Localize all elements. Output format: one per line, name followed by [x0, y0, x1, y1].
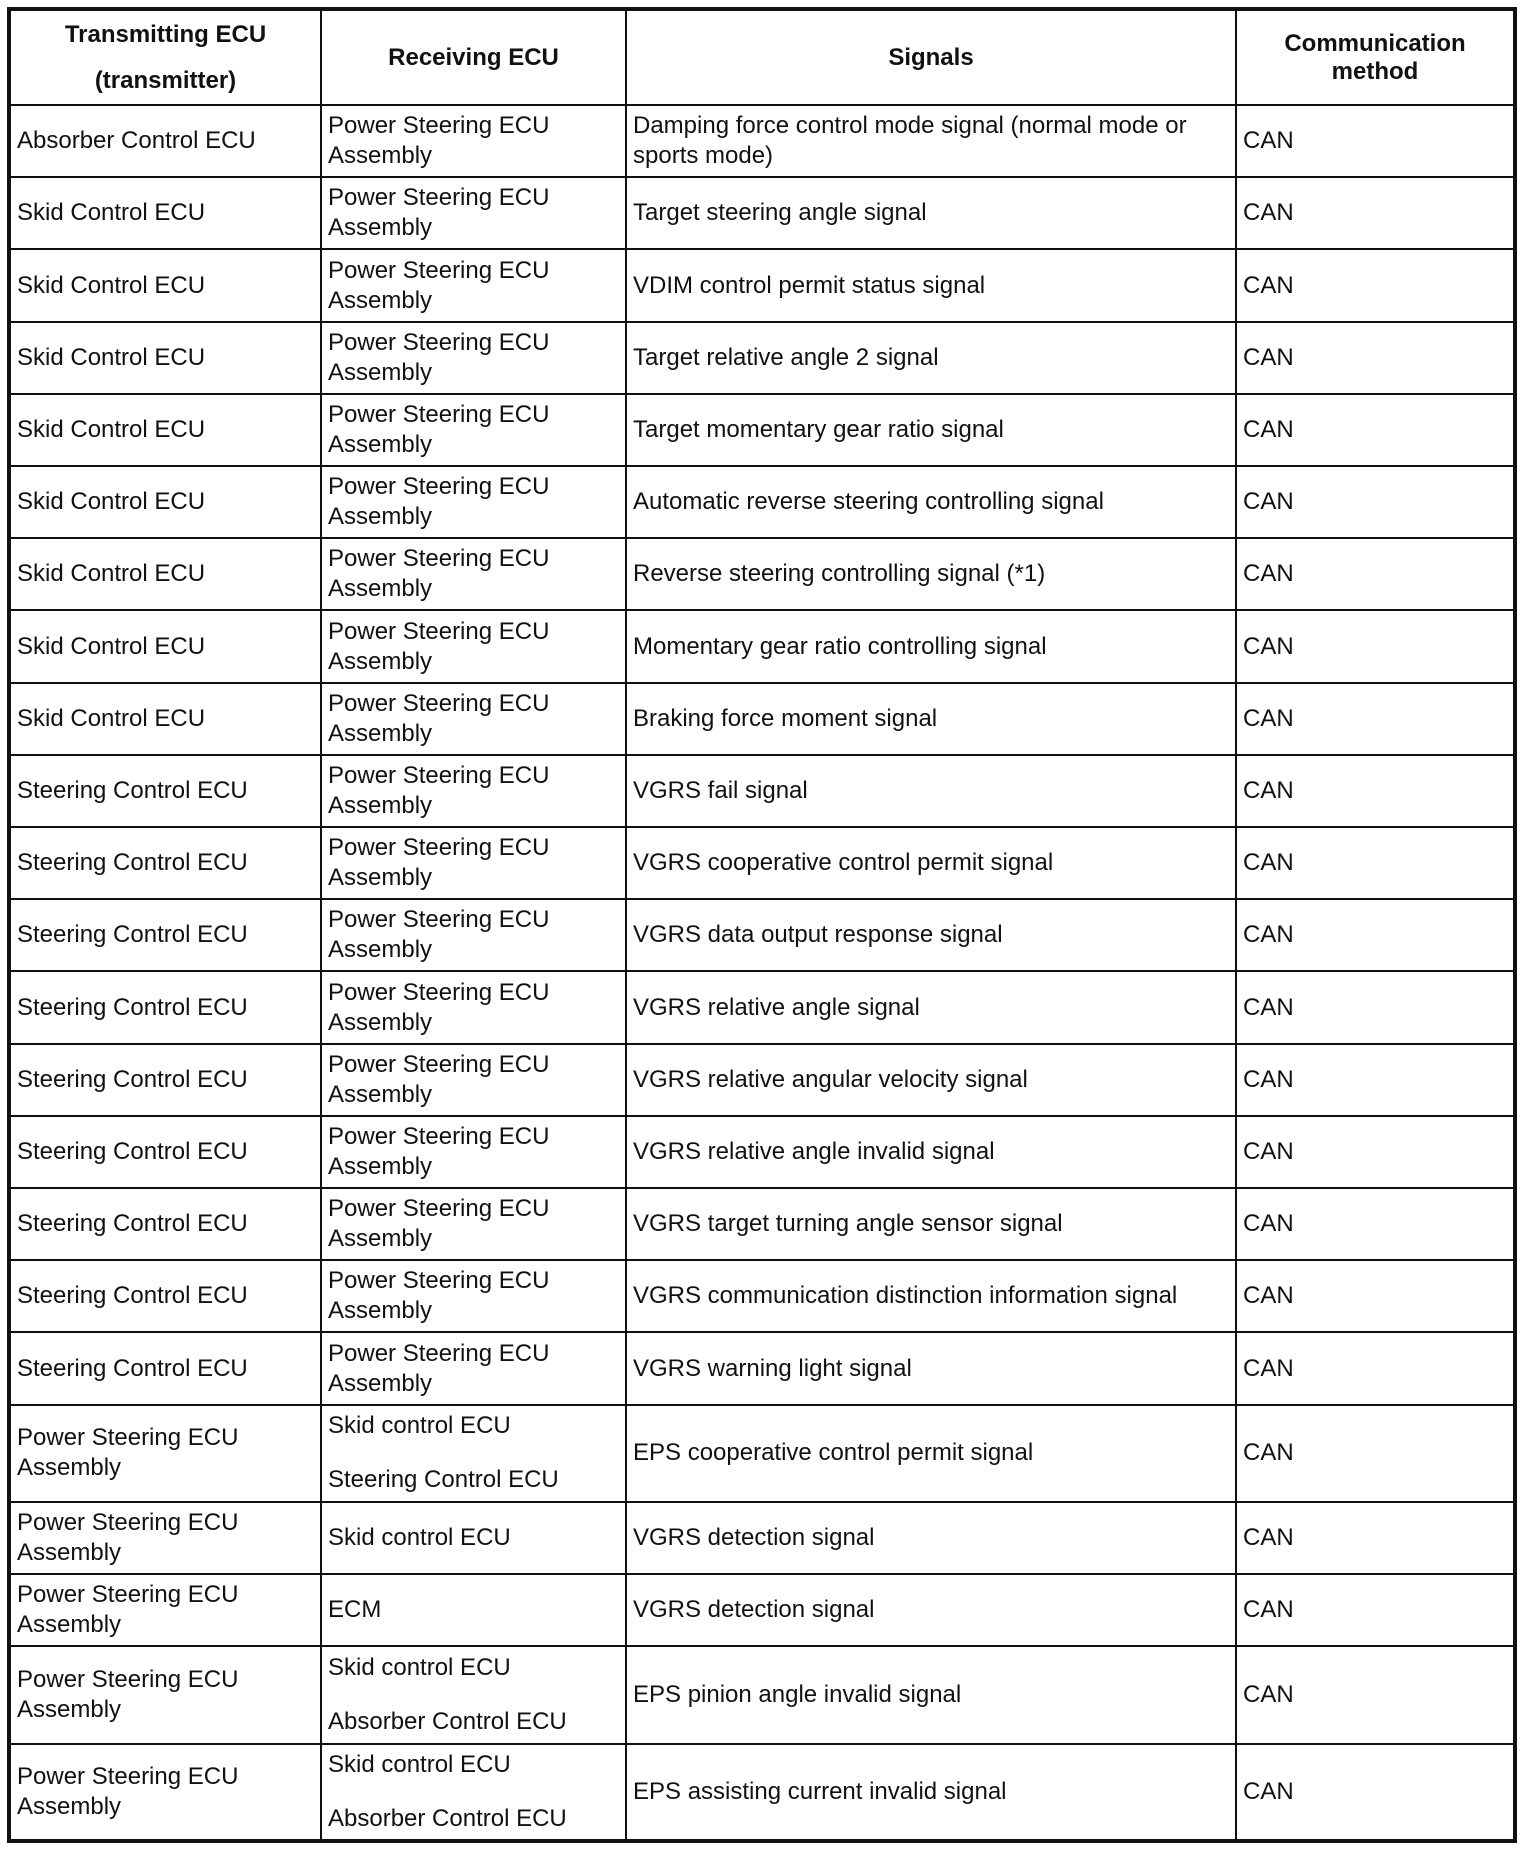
header-communication-method [1236, 9, 1515, 105]
cell-communication-method: CAN [1236, 1116, 1515, 1188]
cell-receiving-ecu [321, 249, 626, 321]
cell-signal-line: EPS pinion angle invalid signal [633, 1680, 962, 1708]
cell-transmitting-ecu [9, 322, 321, 394]
cell-transmitting-ecu [9, 1744, 321, 1841]
cell-receiving-ecu-line: Power Steering ECU [328, 1339, 550, 1367]
cell-signal-line: VGRS data output response signal [633, 921, 1003, 949]
cell-signal [626, 177, 1236, 249]
cell-receiving-ecu [321, 1044, 626, 1116]
ecu-communication-table [7, 7, 1517, 1843]
cell-transmitting-ecu [9, 1502, 321, 1574]
cell-receiving-ecu [321, 177, 626, 249]
cell-receiving-ecu-line: Power Steering ECU [328, 400, 550, 428]
cell-signal-line: sports mode) [633, 142, 774, 170]
cell-transmitting-ecu-line: Steering Control ECU [17, 1137, 248, 1165]
cell-transmitting-ecu [9, 1646, 321, 1743]
cell-signal [626, 1574, 1236, 1646]
cell-communication-method: CAN [1236, 827, 1515, 899]
table-row [9, 1502, 1515, 1574]
cell-receiving-ecu [321, 1116, 626, 1188]
cell-signal-line: VGRS fail signal [633, 776, 808, 804]
cell-signal [626, 1044, 1236, 1116]
cell-signal-line: Braking force moment signal [633, 704, 938, 732]
cell-receiving-ecu-line: Power Steering ECU [328, 761, 550, 789]
table-row [9, 105, 1515, 177]
table-row [9, 1188, 1515, 1260]
cell-transmitting-ecu-line: Power Steering ECU [17, 1665, 239, 1693]
cell-receiving-ecu-line: Assembly [328, 719, 433, 747]
cell-transmitting-ecu-line: Assembly [17, 1611, 122, 1639]
line-gap [328, 1683, 619, 1707]
header-signals: Signals [626, 9, 1236, 105]
cell-transmitting-ecu [9, 1188, 321, 1260]
cell-receiving-ecu [321, 971, 626, 1043]
cell-communication-method: CAN [1236, 1332, 1515, 1404]
cell-receiving-ecu-line: Power Steering ECU [328, 978, 550, 1006]
cell-receiving-ecu-line: Power Steering ECU [328, 1050, 550, 1078]
cell-receiving-ecu [321, 538, 626, 610]
cell-signal-line: VDIM control permit status signal [633, 271, 986, 299]
table-row [9, 1744, 1515, 1841]
table-row [9, 971, 1515, 1043]
cell-signal-line: VGRS detection signal [633, 1524, 875, 1552]
cell-signal-line: EPS cooperative control permit signal [633, 1439, 1034, 1467]
cell-communication-method: CAN [1236, 538, 1515, 610]
cell-signal-line: Momentary gear ratio controlling signal [633, 632, 1047, 660]
cell-transmitting-ecu-line: Skid Control ECU [17, 560, 206, 588]
table-row [9, 610, 1515, 682]
cell-receiving-ecu-line: Skid control ECU [328, 1524, 511, 1552]
line-gap [328, 1780, 619, 1804]
cell-transmitting-ecu-line: Assembly [17, 1539, 122, 1567]
ecu-communication-table-container [7, 7, 1513, 1843]
cell-receiving-ecu-line: Power Steering ECU [328, 617, 550, 645]
cell-transmitting-ecu [9, 971, 321, 1043]
cell-receiving-ecu-line: Assembly [328, 1369, 433, 1397]
header-receiving-ecu: Receiving ECU [321, 9, 626, 105]
header-transmitting-ecu [9, 9, 321, 105]
cell-receiving-ecu [321, 610, 626, 682]
table-row [9, 538, 1515, 610]
cell-receiving-ecu-line: Assembly [328, 1225, 433, 1253]
cell-signal [626, 899, 1236, 971]
cell-signal [626, 1405, 1236, 1502]
cell-receiving-ecu-line: Power Steering ECU [328, 545, 550, 573]
cell-receiving-ecu [321, 105, 626, 177]
cell-transmitting-ecu-line: Assembly [17, 1695, 122, 1723]
cell-receiving-ecu [321, 1502, 626, 1574]
cell-transmitting-ecu-line: Steering Control ECU [17, 849, 248, 877]
cell-signal-line: Target relative angle 2 signal [633, 343, 939, 371]
cell-signal-line: VGRS relative angle signal [633, 993, 920, 1021]
cell-transmitting-ecu [9, 1044, 321, 1116]
cell-signal [626, 610, 1236, 682]
cell-receiving-ecu-line: Assembly [328, 791, 433, 819]
cell-receiving-ecu-line: Assembly [328, 1297, 433, 1325]
cell-signal [626, 1332, 1236, 1404]
cell-signal [626, 105, 1236, 177]
cell-signal-line: EPS assisting current invalid signal [633, 1777, 1007, 1805]
cell-transmitting-ecu-line: Skid Control ECU [17, 343, 206, 371]
cell-signal [626, 755, 1236, 827]
cell-transmitting-ecu-line: Steering Control ECU [17, 776, 248, 804]
cell-signal [626, 683, 1236, 755]
cell-transmitting-ecu [9, 610, 321, 682]
cell-transmitting-ecu-line: Steering Control ECU [17, 1065, 248, 1093]
cell-transmitting-ecu [9, 1116, 321, 1188]
line-gap [328, 1441, 619, 1465]
cell-receiving-ecu [321, 1574, 626, 1646]
cell-transmitting-ecu-line: Absorber Control ECU [17, 127, 256, 155]
cell-signal [626, 1502, 1236, 1574]
cell-receiving-ecu-line: Power Steering ECU [328, 112, 550, 140]
table-row [9, 683, 1515, 755]
cell-signal-line: VGRS relative angle invalid signal [633, 1137, 995, 1165]
cell-communication-method: CAN [1236, 899, 1515, 971]
cell-communication-method: CAN [1236, 1260, 1515, 1332]
table-row [9, 1405, 1515, 1502]
cell-transmitting-ecu-line: Skid Control ECU [17, 704, 206, 732]
cell-signal-line: Reverse steering controlling signal (*1) [633, 560, 1046, 588]
cell-receiving-ecu-line: ECM [328, 1596, 382, 1624]
cell-transmitting-ecu [9, 1574, 321, 1646]
cell-receiving-ecu [321, 1744, 626, 1841]
table-row [9, 1044, 1515, 1116]
cell-transmitting-ecu-line: Power Steering ECU [17, 1762, 239, 1790]
cell-transmitting-ecu-line: Steering Control ECU [17, 1354, 248, 1382]
cell-communication-method: CAN [1236, 1574, 1515, 1646]
table-row [9, 394, 1515, 466]
cell-signal-line: VGRS target turning angle sensor signal [633, 1210, 1063, 1238]
cell-transmitting-ecu-line: Steering Control ECU [17, 993, 248, 1021]
cell-transmitting-ecu-line: Assembly [17, 1792, 122, 1820]
header-method-line1: Communication [1284, 29, 1466, 57]
cell-transmitting-ecu [9, 683, 321, 755]
cell-receiving-ecu [321, 1260, 626, 1332]
cell-transmitting-ecu-line: Power Steering ECU [17, 1581, 239, 1609]
cell-receiving-ecu-line: Power Steering ECU [328, 1122, 550, 1150]
table-row [9, 466, 1515, 538]
cell-receiving-ecu-line: Power Steering ECU [328, 473, 550, 501]
cell-receiving-ecu-line: Assembly [328, 575, 433, 603]
cell-receiving-ecu-line: Assembly [328, 503, 433, 531]
cell-receiving-ecu-line: Power Steering ECU [328, 328, 550, 356]
cell-receiving-ecu-line: Assembly [328, 1008, 433, 1036]
cell-signal-line: VGRS detection signal [633, 1596, 875, 1624]
cell-communication-method: CAN [1236, 394, 1515, 466]
cell-receiving-ecu-line: Assembly [328, 936, 433, 964]
cell-communication-method: CAN [1236, 755, 1515, 827]
cell-signal [626, 394, 1236, 466]
cell-communication-method: CAN [1236, 1405, 1515, 1502]
cell-communication-method: CAN [1236, 683, 1515, 755]
cell-receiving-ecu [321, 1405, 626, 1502]
table-row [9, 755, 1515, 827]
cell-signal-line: VGRS relative angular velocity signal [633, 1065, 1028, 1093]
cell-transmitting-ecu-line: Steering Control ECU [17, 1210, 248, 1238]
cell-receiving-ecu-line: Assembly [328, 430, 433, 458]
cell-communication-method: CAN [1236, 105, 1515, 177]
header-transmitting-line1: Transmitting ECU [64, 20, 267, 48]
cell-signal [626, 1744, 1236, 1841]
cell-signal [626, 466, 1236, 538]
cell-receiving-ecu [321, 394, 626, 466]
cell-receiving-ecu [321, 1332, 626, 1404]
cell-transmitting-ecu-line: Skid Control ECU [17, 199, 206, 227]
cell-communication-method: CAN [1236, 322, 1515, 394]
cell-receiving-ecu-line: Power Steering ECU [328, 1195, 550, 1223]
cell-signal-line: VGRS cooperative control permit signal [633, 849, 1054, 877]
table-row [9, 322, 1515, 394]
cell-transmitting-ecu-line: Assembly [17, 1454, 122, 1482]
table-header-row [9, 9, 1515, 105]
cell-communication-method: CAN [1236, 466, 1515, 538]
cell-receiving-ecu [321, 899, 626, 971]
cell-receiving-ecu-line: Power Steering ECU [328, 1267, 550, 1295]
table-row [9, 827, 1515, 899]
cell-receiving-ecu [321, 827, 626, 899]
cell-receiving-ecu-line: Power Steering ECU [328, 689, 550, 717]
cell-signal-line: VGRS communication distinction information signal [633, 1282, 1178, 1310]
cell-signal-line: Target momentary gear ratio signal [633, 415, 1004, 443]
cell-transmitting-ecu [9, 1332, 321, 1404]
cell-transmitting-ecu-line: Steering Control ECU [17, 1282, 248, 1310]
cell-receiving-ecu-line: Assembly [328, 214, 433, 242]
cell-receiving-ecu-line: Power Steering ECU [328, 834, 550, 862]
cell-signal-line: VGRS warning light signal [633, 1354, 912, 1382]
cell-transmitting-ecu-line: Skid Control ECU [17, 415, 206, 443]
cell-communication-method: CAN [1236, 1502, 1515, 1574]
cell-signal [626, 1646, 1236, 1743]
cell-receiving-ecu-line: Absorber Control ECU [328, 1707, 567, 1735]
cell-transmitting-ecu [9, 827, 321, 899]
cell-receiving-ecu-line: Power Steering ECU [328, 906, 550, 934]
cell-transmitting-ecu-line: Steering Control ECU [17, 921, 248, 949]
cell-transmitting-ecu [9, 249, 321, 321]
cell-signal-line: Damping force control mode signal (normal mode or [633, 112, 1187, 140]
cell-receiving-ecu [321, 1188, 626, 1260]
cell-receiving-ecu-line: Skid control ECU [328, 1750, 511, 1778]
cell-signal [626, 322, 1236, 394]
cell-receiving-ecu [321, 1646, 626, 1743]
table-row [9, 1260, 1515, 1332]
cell-receiving-ecu-line: Assembly [328, 1080, 433, 1108]
cell-receiving-ecu-line: Assembly [328, 864, 433, 892]
cell-signal [626, 1116, 1236, 1188]
table-row [9, 249, 1515, 321]
cell-communication-method: CAN [1236, 249, 1515, 321]
cell-signal [626, 249, 1236, 321]
cell-signal [626, 538, 1236, 610]
cell-receiving-ecu-line: Assembly [328, 647, 433, 675]
cell-receiving-ecu-line: Assembly [328, 358, 433, 386]
header-transmitting-line2: (transmitter) [94, 66, 237, 94]
cell-transmitting-ecu [9, 1260, 321, 1332]
table-body [9, 105, 1515, 1841]
table-row [9, 1646, 1515, 1743]
cell-receiving-ecu-line: Skid control ECU [328, 1412, 511, 1440]
cell-receiving-ecu-line: Power Steering ECU [328, 184, 550, 212]
cell-communication-method: CAN [1236, 1744, 1515, 1841]
header-method-line2: method [1331, 57, 1419, 85]
cell-transmitting-ecu [9, 466, 321, 538]
cell-transmitting-ecu-line: Power Steering ECU [17, 1509, 239, 1537]
cell-transmitting-ecu-line: Skid Control ECU [17, 632, 206, 660]
cell-transmitting-ecu [9, 755, 321, 827]
table-row [9, 899, 1515, 971]
cell-transmitting-ecu-line: Skid Control ECU [17, 488, 206, 516]
cell-transmitting-ecu [9, 538, 321, 610]
cell-receiving-ecu [321, 755, 626, 827]
cell-transmitting-ecu [9, 899, 321, 971]
cell-transmitting-ecu-line: Power Steering ECU [17, 1424, 239, 1452]
cell-transmitting-ecu [9, 394, 321, 466]
cell-transmitting-ecu [9, 105, 321, 177]
cell-transmitting-ecu [9, 1405, 321, 1502]
cell-signal [626, 1260, 1236, 1332]
cell-signal [626, 971, 1236, 1043]
cell-communication-method: CAN [1236, 1646, 1515, 1743]
table-row [9, 177, 1515, 249]
cell-receiving-ecu-line: Steering Control ECU [328, 1466, 559, 1494]
cell-transmitting-ecu [9, 177, 321, 249]
cell-signal [626, 827, 1236, 899]
cell-receiving-ecu-line: Assembly [328, 286, 433, 314]
cell-communication-method: CAN [1236, 177, 1515, 249]
cell-receiving-ecu [321, 322, 626, 394]
cell-receiving-ecu-line: Power Steering ECU [328, 256, 550, 284]
cell-receiving-ecu-line: Absorber Control ECU [328, 1804, 567, 1832]
cell-receiving-ecu-line: Assembly [328, 142, 433, 170]
table-row [9, 1332, 1515, 1404]
cell-receiving-ecu-line: Assembly [328, 1152, 433, 1180]
cell-communication-method: CAN [1236, 610, 1515, 682]
table-row [9, 1574, 1515, 1646]
cell-communication-method: CAN [1236, 971, 1515, 1043]
cell-signal [626, 1188, 1236, 1260]
cell-transmitting-ecu-line: Skid Control ECU [17, 271, 206, 299]
cell-communication-method: CAN [1236, 1188, 1515, 1260]
cell-signal-line: Automatic reverse steering controlling signal [633, 488, 1104, 516]
cell-receiving-ecu-line: Skid control ECU [328, 1653, 511, 1681]
cell-signal-line: Target steering angle signal [633, 199, 927, 227]
cell-communication-method: CAN [1236, 1044, 1515, 1116]
cell-receiving-ecu [321, 683, 626, 755]
table-row [9, 1116, 1515, 1188]
cell-receiving-ecu [321, 466, 626, 538]
